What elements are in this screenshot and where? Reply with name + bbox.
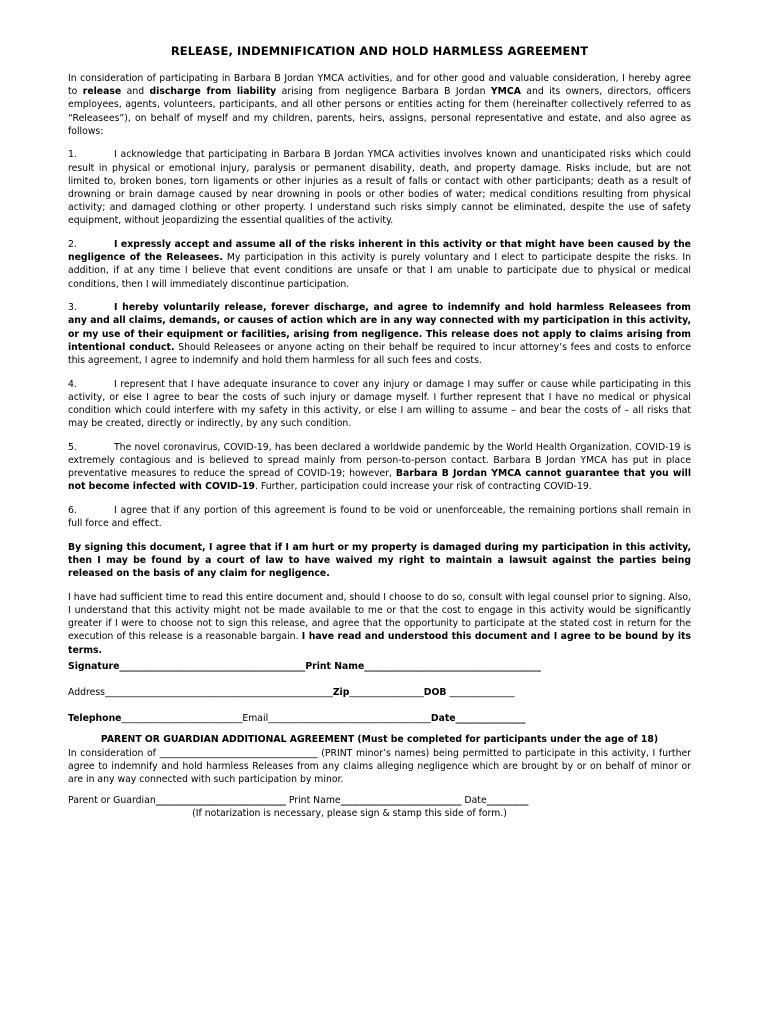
clause-4 <box>68 378 691 431</box>
dob-label: DOB <box>423 687 447 699</box>
clause-3 <box>68 301 691 367</box>
clause-text: The novel coronavirus, COVID-19, has been declared a worldwide pandemic by the World Health Organization. COVID-19 is extremely contagious and is believed to spread mainly from person-to-person contact. Barbara B Jordan YMCA has put in place preventative measures to reduce the spread of COVID-19; however, <box>68 441 691 480</box>
clause-text: I acknowledge that participating in Barbara B Jordan YMCA activities involves known and unanticipated risks which could result in physical or emotional injury, paralysis or permanent disability, death, and property damage. Risks include, but are not limited to, broken bones, torn ligaments or other injuries as a result of falls or contact with other participants; death as a result of drowning or brain damage caused by near drowning in pools or other bodies of water; medical conditions resulting from physical activity; and damaged clothing or other property. I understand such risks simply cannot be eliminated, despite the use of safety equipment, without jeopardizing the essential qualities of the activity. <box>68 149 691 227</box>
intro-paragraph <box>68 72 691 138</box>
clause-number: 1. <box>68 149 77 161</box>
date-label: Date <box>430 713 456 725</box>
signing-acknowledgement: By signing this document, I agree that if I am hurt or my property is damaged during my participation in this activity, then I may be found by a court of law to have waived my right to maintain a lawsuit against the parties being released on the basis of any claim for negligence. <box>68 541 691 580</box>
print-name-label: Print Name <box>305 660 365 672</box>
intro-text-1: In consideration of participating in Barbara B Jordan YMCA activities, and for other good and valuable consideration, I hereby agree to <box>68 73 691 98</box>
guardian-text-2: (PRINT minor’s names) being permitted to participate in this activity, I further agree to indemnify and hold harmless Releases from any claims alleging negligence which are brought by or on behalf of minor or are in any way connected with such participation by minor. <box>68 747 692 786</box>
sufficient-time-paragraph <box>68 591 691 657</box>
clause-number: 3. <box>68 302 77 314</box>
guardian-heading: PARENT OR GUARDIAN ADDITIONAL AGREEMENT (Must be completed for participants under the age of 18) <box>100 734 659 746</box>
intro-bold-release: release <box>82 86 122 98</box>
guardian-text-1: In consideration of <box>68 747 160 759</box>
telephone-row <box>68 712 691 725</box>
clause-bold-text: I expressly accept and assume all of the risks inherent in this activity or that might have been caused by the negligence of the Releasees. <box>68 239 691 264</box>
guardian-date-field[interactable]: _________ <box>486 795 529 807</box>
intro-bold-discharge: discharge from liability <box>149 86 277 98</box>
sufficient-text: I have had sufficient time to read this entire document and, should I choose to do so, consult with legal counsel prior to signing. Also, I understand that this activity might not be made available to me or that the cost to engage in this activity would be significantly greater if I were to choose not to sign this release, and agree that the opportunity to participate at the stated cost in return for the execution of this release is a reasonable bargain. <box>68 591 691 643</box>
clause-bold-text: Barbara B Jordan YMCA cannot guarantee that you will not become infected with COVID-19 <box>68 468 692 493</box>
signature-field[interactable]: ________________________________________ <box>119 660 306 672</box>
guardian-print-name-field[interactable]: __________________________ <box>340 795 462 807</box>
signature-row <box>68 660 691 673</box>
zip-field[interactable]: ________________ <box>349 687 424 699</box>
signature-label: Signature <box>68 660 120 672</box>
address-label: Address <box>68 687 106 699</box>
clause-number: 6. <box>68 505 77 517</box>
intro-text-4: and its owners, directors, officers employees, agents, volunteers, participants, and all other persons or entities acting for them (hereinafter collectively referred to as “Releasees”), on behalf of myself and my children, parents, heirs, assigns, personal representative and estate, and also agree as follows: <box>68 86 692 137</box>
clause-bold-text: I hereby voluntarily release, forever discharge, and agree to indemnify and hold harmless Releasees from any and all claims, demands, or causes of action which are in any way connected with my participation in this activity, or my use of their equipment or facilities, arising from negligence. This release does not apply to claims arising from intentional conduct. <box>68 302 691 353</box>
sufficient-bold-text: I have read and understood this document and I agree to be bound by its terms. <box>68 631 691 656</box>
intro-text-2: and <box>121 86 150 98</box>
notarization-note: (If notarization is necessary, please sign & stamp this side of form.) <box>192 808 507 820</box>
address-row <box>68 686 691 699</box>
print-name-field[interactable]: ______________________________________ <box>364 660 541 672</box>
document-title: RELEASE, INDEMNIFICATION AND HOLD HARMLESS AGREEMENT <box>170 44 589 58</box>
telephone-field[interactable]: __________________________ <box>121 713 243 725</box>
clause-number: 4. <box>68 378 77 390</box>
intro-bold-ymca: YMCA <box>490 86 521 98</box>
guardian-print-name-label: Print Name <box>285 795 341 807</box>
guardian-date-label: Date <box>461 795 487 807</box>
clause-text: I represent that I have adequate insurance to cover any injury or damage I may suffer or cause while participating in this activity, or else I agree to bear the costs of such injury or damage myself. I further represent that I have no medical or physical condition which could interfere with my safety in this activity, or else I am willing to assume – and bear the costs of – all risks that may be created, directly or indirectly, by any such condition. <box>68 378 691 430</box>
parent-guardian-field[interactable]: ____________________________ <box>155 795 286 807</box>
telephone-label: Telephone <box>68 713 122 725</box>
dob-field[interactable]: ______________ <box>446 687 515 699</box>
intro-text-3: arising from negligence Barbara B Jordan <box>276 86 491 98</box>
clause-5 <box>68 441 691 494</box>
clause-1 <box>68 148 691 227</box>
email-label: Email <box>242 713 269 725</box>
date-field[interactable]: _______________ <box>455 713 526 725</box>
guardian-signature-row <box>68 794 691 807</box>
clause-text-2: . Further, participation could increase your risk of contracting COVID-19. <box>254 481 592 493</box>
release-document <box>68 44 691 821</box>
email-field[interactable]: ___________________________________ <box>268 713 431 725</box>
zip-label: Zip <box>332 687 350 699</box>
clause-text: Should Releasees or anyone acting on their behalf be required to incur attorney’s fees and costs to enforce this agreement, I agree to indemnify and hold them harmless for all such fees and costs. <box>68 341 691 367</box>
guardian-paragraph <box>68 747 691 787</box>
clause-6 <box>68 504 691 530</box>
minor-names-field[interactable]: __________________________________ <box>159 747 318 759</box>
clause-number: 5. <box>68 441 77 453</box>
clause-text: I agree that if any portion of this agreement is found to be void or unenforceable, the remaining portions shall remain in full force and effect. <box>68 505 691 530</box>
address-field[interactable]: _________________________________________________ <box>105 687 333 699</box>
clause-number: 2. <box>68 239 77 251</box>
clause-2 <box>68 238 691 291</box>
clause-text: My participation in this activity is purely voluntary and I elect to participate despite the risks. In addition, if at any time I believe that event conditions are unsafe or that I am unable to participate due to physical or medical conditions, then I will immediately discontinue participation. <box>68 252 692 290</box>
parent-guardian-label: Parent or Guardian <box>68 795 156 807</box>
